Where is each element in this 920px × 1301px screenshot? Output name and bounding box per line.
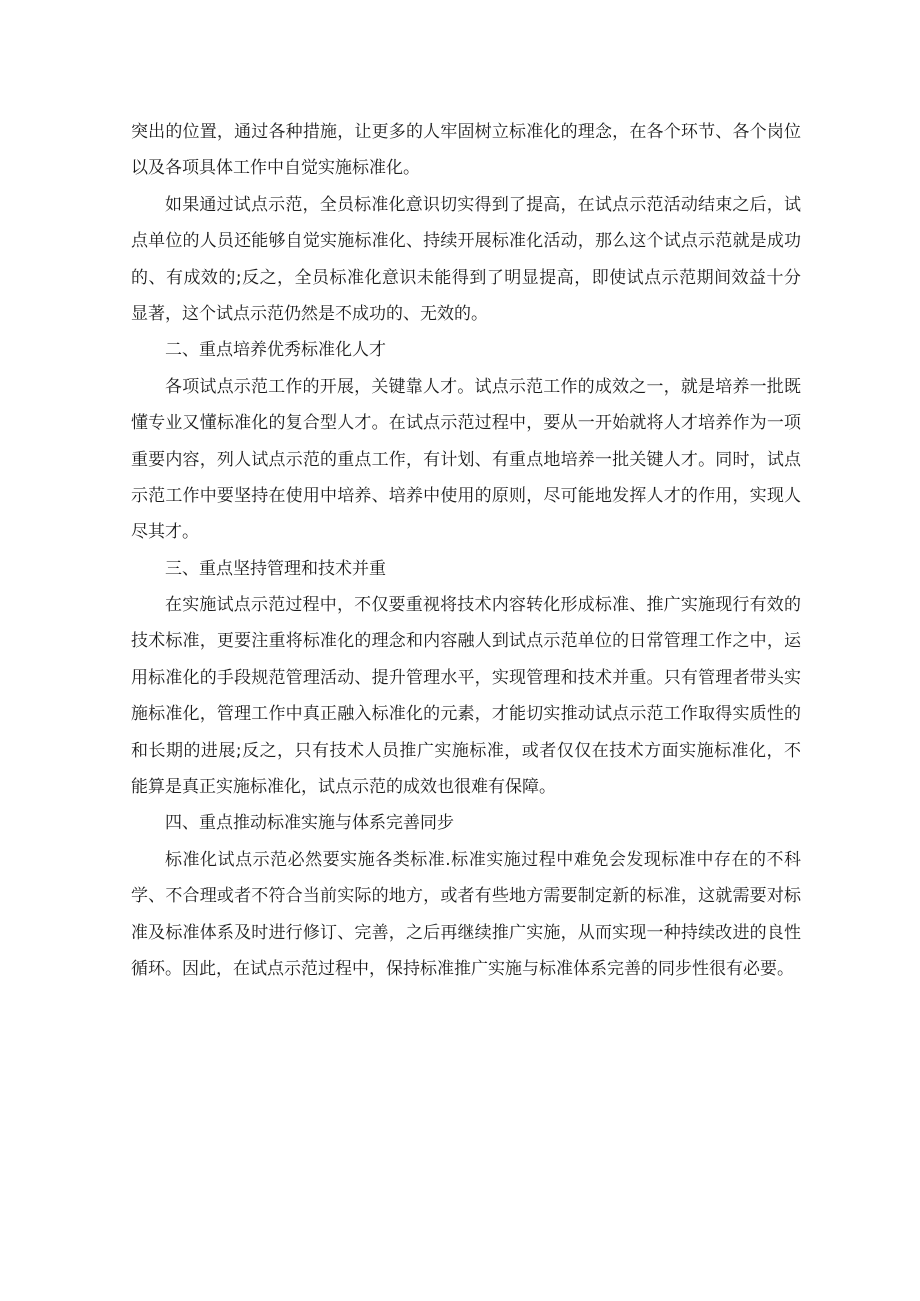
text-line: 准及标准体系及时进行修订、完善，之后再继续推广实施，从而实现一种持续改进的良性 xyxy=(131,922,801,943)
text-line: 的、有成效的;反之，全员标准化意识未能得到了明显提高，即使试点示范期间效益十分 xyxy=(131,267,801,288)
section-heading-4: 四、重点推动标准实施与体系完善同步 xyxy=(165,813,454,834)
text-line: 示范工作中要坚持在使用中培养、培养中使用的原则，尽可能地发挥人才的作用，实现人 xyxy=(131,485,801,506)
paragraph-4 xyxy=(131,587,801,805)
text-line: 能算是真正实施标准化，试点示范的成效也很难有保障。 xyxy=(131,777,556,798)
paragraph-2 xyxy=(131,187,801,333)
paragraph-1 xyxy=(131,114,801,187)
text-line: 尽其才。 xyxy=(131,522,199,543)
text-line: 学、不合理或者不符合当前实际的地方，或者有些地方需要制定新的标准，这就需要对标 xyxy=(131,886,801,907)
text-line: 重要内容，列人试点示范的重点工作，有计划、有重点地培养一批关键人才。同时，试点 xyxy=(131,449,801,470)
document-body xyxy=(131,114,801,987)
text-line: 突出的位置，通过各种措施，让更多的人牢固树立标准化的理念，在各个环节、各个岗位 xyxy=(131,122,801,142)
text-line: 技术标准，更要注重将标准化的理念和内容融人到试点示范单位的日常管理工作之中，运 xyxy=(131,631,801,652)
text-line: 如果通过试点示范，全员标准化意识切实得到了提高，在试点示范活动结束之后，试 xyxy=(165,194,801,215)
section-heading-3: 三、重点坚持管理和技术并重 xyxy=(165,558,386,579)
paragraph-3 xyxy=(131,369,801,551)
text-line: 点单位的人员还能够自觉实施标准化、持续开展标准化活动，那么这个试点示范就是成功 xyxy=(131,231,801,252)
text-line: 懂专业又懂标准化的复合型人才。在试点示范过程中，要从一开始就将人才培养作为一项 xyxy=(131,413,801,434)
paragraph-5 xyxy=(131,842,801,988)
text-line: 施标准化，管理工作中真正融入标准化的元素，才能切实推动试点示范工作取得实质性的 xyxy=(131,704,801,725)
text-line: 在实施试点示范过程中，不仅要重视将技术内容转化形成标准、推广实施现行有效的 xyxy=(165,595,801,616)
text-line: 循环。因此，在试点示范过程中，保持标准推广实施与标准体系完善的同步性很有必要。 xyxy=(131,958,794,979)
text-line: 用标准化的手段规范管理活动、提升管理水平，实现管理和技术并重。只有管理者带头实 xyxy=(131,667,801,688)
text-line: 标准化试点示范必然要实施各类标准.标准实施过程中难免会发现标准中存在的不科 xyxy=(165,849,801,870)
text-line: 显著，这个试点示范仍然是不成功的、无效的。 xyxy=(131,303,488,324)
text-line: 以及各项具体工作中自觉实施标准化。 xyxy=(131,158,420,179)
section-heading-2: 二、重点培养优秀标准化人才 xyxy=(165,340,386,361)
text-line: 和长期的进展;反之，只有技术人员推广实施标准，或者仅仅在技术方面实施标准化，不 xyxy=(131,740,801,761)
text-line: 各项试点示范工作的开展，关键靠人才。试点示范工作的成效之一，就是培养一批既 xyxy=(165,376,801,397)
